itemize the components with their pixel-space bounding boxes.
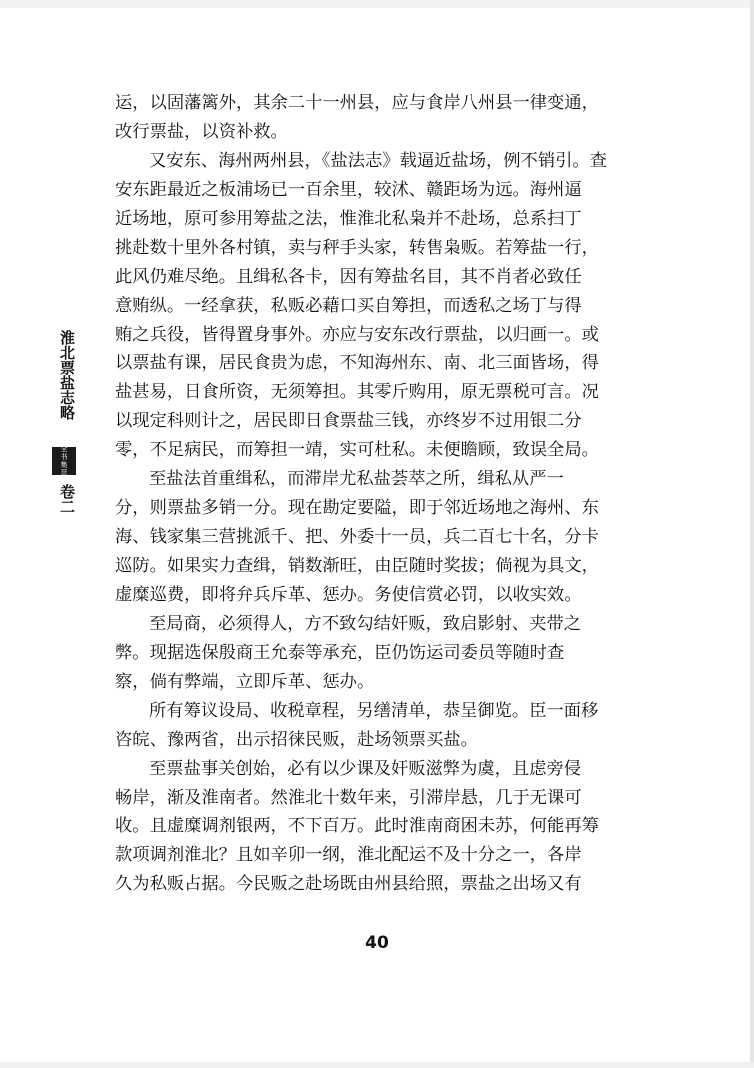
scan-edge-right <box>750 0 754 1068</box>
scan-edge-top <box>0 0 754 8</box>
text-line: 改行票盐，以资补救。 <box>115 121 288 142</box>
text-line: 以票盐有课，居民食贵为虑，不知海州东、南、北三面皆场，得 <box>115 353 599 374</box>
text-line: 虚糜巡费，即将弁兵斥革、惩办。务使信赏必罚，以收实效。 <box>115 584 582 605</box>
text-line: 运，以固藩篱外，其余二十一州县，应与食岸八州县一律变通， <box>115 93 599 113</box>
series-badge <box>52 447 76 475</box>
page-number: 40 <box>365 933 389 953</box>
scan-edge-bottom <box>0 1062 754 1068</box>
text-line: 近场地，原可参用筹盐之法，惟淮北私枭并不赴场，总系扫丁 <box>115 208 582 229</box>
text-line: 款项调剂淮北？且如辛卯一纲，淮北配运不及十分之一，各岸 <box>115 845 582 866</box>
text-line: 零，不足病民，而筹担一靖，实可杜私。未便瞻顾，致误全局。 <box>115 440 599 461</box>
series-badge-char: 书 <box>60 453 68 461</box>
paragraph-start-line: 所有筹议设局、收税章程，另缮清单，恭呈御览。臣一面移 <box>149 700 599 721</box>
text-line: 挑赴数十里外各村镇，卖与秤手头家，转售枭贩。若筹盐一行， <box>115 237 599 258</box>
series-badge-char: 集 <box>60 461 68 469</box>
text-line: 此风仍难尽绝。且缉私各卡，因有筹盐名目，其不肖者必致任 <box>115 266 582 287</box>
text-line: 海、钱家集三营挑派千、把、外委十一员，兵二百七十名，分卡 <box>115 527 599 548</box>
text-line: 盐甚易，日食所资，无须筹担。其零斤购用，原无票税可言。况 <box>115 382 599 403</box>
paragraph-start-line: 至局商，必须得人，方不致勾结奸贩，致启影射、夹带之 <box>149 613 582 634</box>
paragraph-start-line: 至票盐事关创始，必有以少课及奸贩滋弊为虞，且虑旁侵 <box>149 758 582 779</box>
text-line: 咨皖、豫两省，出示招徕民贩，赴场领票买盐。 <box>115 729 478 750</box>
body-text <box>115 89 635 899</box>
text-line: 收。且虚糜调剂银两，不下百万。此时淮南商困未苏，何能再筹 <box>115 816 599 837</box>
text-line: 意贿纵。一经拿获，私贩必藉口买自筹担，而透私之场丁与得 <box>115 295 582 316</box>
text-line: 分，则票盐多销一分。现在勘定要隘，即于邻近场地之海州、东 <box>115 498 599 519</box>
series-badge-char: 全 <box>60 445 68 453</box>
text-line: 畅岸，渐及淮南者。然淮北十数年来，引滞岸悬，几于无课可 <box>115 787 582 808</box>
text-line: 贿之兵役，皆得置身事外。亦应与安东改行票盐，以归画一。或 <box>115 324 599 345</box>
text-line: 察，倘有弊端，立即斥革、惩办。 <box>115 671 375 692</box>
series-badge-char: 萃 <box>60 469 68 477</box>
paragraph-start-line: 又安东、海州两州县，《盐法志》载逼近盐场，例不销引。查 <box>149 150 607 171</box>
text-line: 巡防。如果实力查缉，销数渐旺，由臣随时奖拔；倘视为具文， <box>115 556 599 576</box>
text-line: 以现定科则计之，居民即日食票盐三钱，亦终岁不过用银二分 <box>115 411 582 432</box>
paragraph-start-line: 至盐法首重缉私，而滞岸尤私盐荟萃之所，缉私从严一 <box>149 469 564 490</box>
text-line: 久为私贩占据。今民贩之赴场既由州县给照，票盐之出场又有 <box>115 874 582 895</box>
text-line: 安东距最近之板浦场已一百余里，较沭、赣距场为远。海州逼 <box>115 179 582 200</box>
text-line: 弊。现据选保殷商王允泰等承充，臣仍饬运司委员等随时查 <box>115 642 565 663</box>
volume-label: 卷二 <box>58 484 76 514</box>
book-title-vertical: 淮北票盐志略 <box>58 330 76 420</box>
